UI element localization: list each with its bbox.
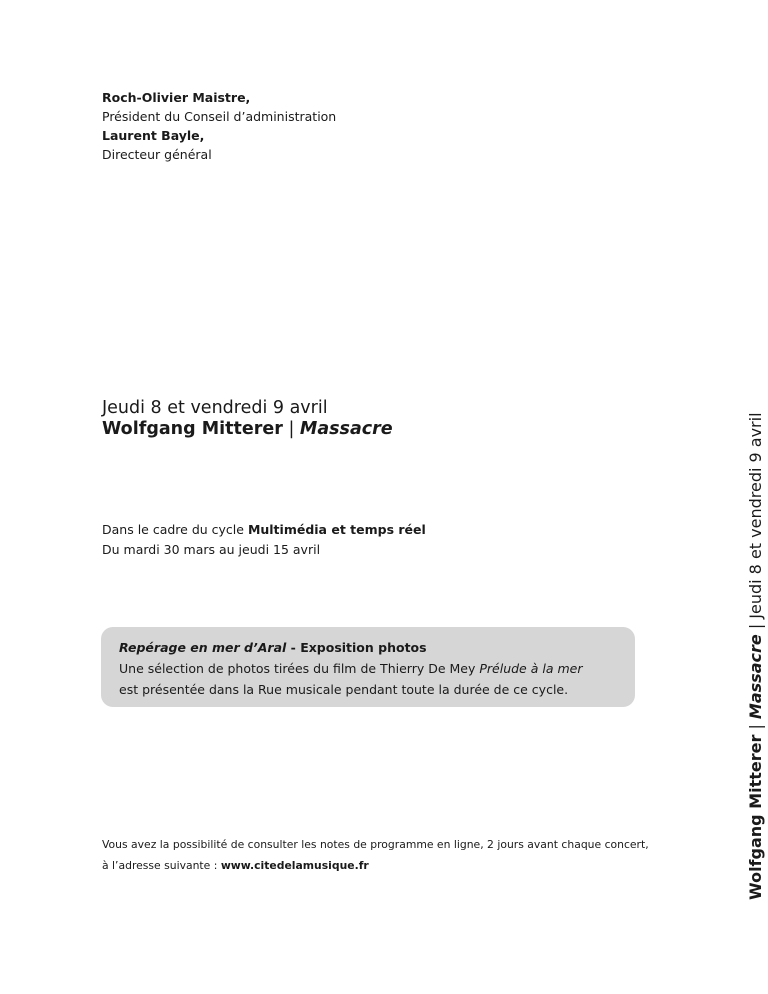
exposition-heading: [119, 637, 619, 658]
film-title: Prélude à la mer: [479, 661, 583, 676]
spine-text: [746, 412, 766, 900]
online-line-2: [102, 855, 649, 876]
exposition-line-2-text: Une sélection de photos tirées du film de Thierry De Mey: [119, 661, 480, 676]
president-name: Roch-Olivier Maistre,: [102, 90, 251, 105]
credits-block: [102, 88, 336, 164]
spine-dates: Jeudi 8 et vendredi 9 avril: [746, 412, 765, 619]
cycle-intro: Dans le cadre du cycle: [102, 522, 248, 537]
spine-composer: Wolfgang Mitterer: [746, 734, 765, 900]
exposition-line-2: [119, 658, 619, 679]
director-role: Directeur général: [102, 147, 212, 162]
director-name: Laurent Bayle,: [102, 128, 205, 143]
cycle-period: Du mardi 30 mars au jeudi 15 avril: [102, 542, 321, 557]
exposition-box: [101, 627, 635, 707]
work-title: Massacre: [299, 419, 393, 439]
president-role: Président du Conseil d’administration: [102, 109, 337, 124]
online-line-1: Vous avez la possibilité de consulter les notes de programme en ligne, 2 jours avant chaque concert,: [102, 838, 649, 851]
concert-title-block: [102, 398, 393, 440]
concert-heading: [102, 419, 393, 440]
spine-work: Massacre: [746, 634, 765, 720]
composer-name: Wolfgang Mitterer: [102, 419, 283, 439]
website-link[interactable]: www.citedelamusique.fr: [220, 859, 369, 872]
title-separator: |: [282, 419, 300, 439]
exposition-title: Repérage en mer d’Aral: [119, 640, 287, 655]
cycle-name: Multimédia et temps réel: [247, 522, 426, 537]
spine-separator-2: |: [746, 618, 765, 635]
cycle-line: [102, 520, 426, 540]
exposition-label: - Exposition photos: [286, 640, 427, 655]
spine-separator: |: [746, 719, 765, 735]
online-notes: [102, 834, 649, 876]
exposition-line-3: est présentée dans la Rue musicale pendant toute la durée de ce cycle.: [119, 682, 569, 697]
online-line-2-text: à l’adresse suivante :: [102, 859, 221, 872]
cycle-info: [102, 520, 426, 560]
concert-dates: Jeudi 8 et vendredi 9 avril: [102, 398, 328, 418]
